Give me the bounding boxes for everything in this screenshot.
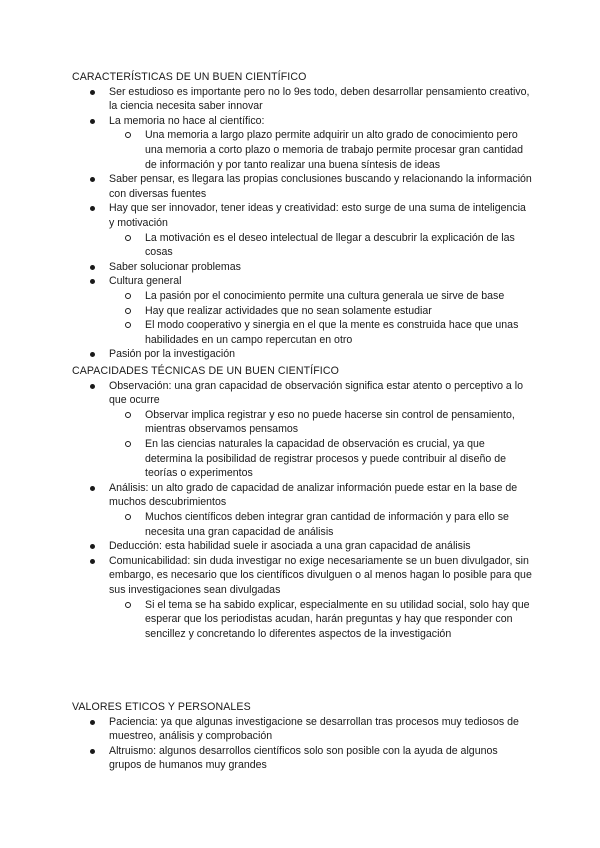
list-item: [72, 172, 532, 201]
sub-item-text: La motivación es el deseo intelectual de llegar a descubrir la explicación de las cosas: [145, 231, 515, 259]
sub-list-item: [109, 289, 532, 304]
circle-bullet-icon: [125, 235, 131, 241]
list-item: [72, 744, 532, 773]
list-item: [72, 554, 532, 642]
bullet-icon: [90, 486, 95, 491]
circle-bullet-icon: [125, 514, 131, 520]
bullet-icon: [90, 544, 95, 549]
list-item: [72, 274, 532, 347]
sub-list-item: [109, 128, 532, 172]
sub-item-text: La pasión por el conocimiento permite una cultura generala ue sirve de base: [145, 289, 505, 302]
list-item: [72, 347, 532, 362]
sub-list-item: [109, 231, 532, 260]
list-item: [72, 85, 532, 114]
item-text: Hay que ser innovador, tener ideas y creatividad: esto surge de una suma de inteligencia y motivación: [109, 202, 526, 229]
item-text: Cultura general: [109, 275, 182, 288]
section-heading: CARACTERÍSTICAS DE UN BUEN CIENTÍFICO: [72, 71, 307, 83]
sub-list-item: [109, 408, 532, 437]
sub-list: [109, 128, 532, 172]
bullet-icon: [90, 384, 95, 389]
sub-list: [109, 510, 532, 539]
sub-item-text: Hay que realizar actividades que no sean solamente estudiar: [145, 304, 432, 317]
list-item: [72, 201, 532, 259]
section-heading: VALORES ETICOS Y PERSONALES: [72, 701, 251, 713]
circle-bullet-icon: [125, 441, 131, 447]
list-item: [72, 260, 532, 275]
item-text: Saber pensar, es llegara las propias conclusiones buscando y relacionando la información con diversas fuentes: [109, 173, 532, 200]
bullet-icon: [90, 265, 95, 270]
bullet-icon: [90, 206, 95, 211]
section-capacidades: [72, 364, 532, 641]
circle-bullet-icon: [125, 293, 131, 299]
item-text: Pasión por la investigación: [109, 348, 236, 361]
item-text: Altruismo: algunos desarrollos científicos solo son posible con la ayuda de algunos grupos de humanos muy grandes: [109, 744, 498, 772]
bullet-icon: [90, 720, 95, 725]
sub-list: [109, 289, 532, 347]
list-item: [72, 379, 532, 481]
bullet-icon: [90, 177, 95, 182]
bullet-icon: [90, 559, 95, 564]
sub-list: [109, 598, 532, 642]
sub-item-text: En las ciencias naturales la capacidad de observación es crucial, ya que determina la posibilidad de registrar procesos y puede contribuir al diseño de teorías o experimentos: [145, 437, 506, 480]
bullet-icon: [90, 90, 95, 95]
list-item: [72, 539, 532, 554]
list-item: [72, 715, 532, 744]
bullet-icon: [90, 749, 95, 754]
sub-item-text: Si el tema se ha sabido explicar, especialmente en su utilidad social, solo hay que esperar que los periodistas acudan, harán preguntas y hay que responder con sencillez y concretando lo diferentes aspectos de la investigación: [145, 598, 530, 640]
circle-bullet-icon: [125, 132, 131, 138]
bullet-list: [72, 715, 532, 773]
list-item: [72, 114, 532, 172]
section-heading: CAPACIDADES TÉCNICAS DE UN BUEN CIENTÍFICO: [72, 365, 339, 377]
bullet-icon: [90, 352, 95, 357]
list-item: [72, 481, 532, 539]
bullet-icon: [90, 119, 95, 124]
item-text: Análisis: un alto grado de capacidad de analizar información puede estar en la base de muchos descubrimientos: [109, 481, 518, 509]
section-valores: [72, 700, 532, 773]
sub-list-item: [109, 437, 532, 481]
sub-item-text: Una memoria a largo plazo permite adquirir un alto grado de conocimiento pero una memoria a corto plazo o memoria de trabajo permite procesar gran cantidad de información y por tanto realizar una buena síntesis de ideas: [145, 129, 524, 171]
sub-list-item: [109, 318, 532, 347]
item-text: Observación: una gran capacidad de observación significa estar atento o perceptivo a lo que ocurre: [109, 379, 523, 407]
sub-list: [109, 408, 532, 481]
item-text: Ser estudioso es importante pero no lo 9es todo, deben desarrollar pensamiento creativo, la ciencia necesita saber innovar: [109, 85, 530, 113]
sub-item-text: Observar implica registrar y eso no puede hacerse sin control de pensamiento, mientras observamos pensamos: [145, 408, 515, 436]
section-caracteristicas: [72, 70, 532, 362]
circle-bullet-icon: [125, 412, 131, 418]
sub-list-item: [109, 304, 532, 319]
item-text: Saber solucionar problemas: [109, 260, 241, 273]
circle-bullet-icon: [125, 602, 131, 608]
bullet-list: [72, 85, 532, 362]
item-text: Paciencia: ya que algunas investigacione se desarrollan tras procesos muy tediosos de muestreo, análisis y comprobación: [109, 715, 519, 743]
item-text: La memoria no hace al científico:: [109, 114, 265, 127]
sub-list: [109, 231, 532, 260]
item-text: Deducción: esta habilidad suele ir asociada a una gran capacidad de análisis: [109, 540, 471, 553]
sub-item-text: El modo cooperativo y sinergia en el que la mente es construida hace que unas habilidades en un campo repercutan en otro: [145, 319, 519, 346]
item-text: Comunicabilidad: sin duda investigar no exige necesariamente se un buen divulgador, sin embargo, es necesario que los científicos divulguen o al menos hagan lo posible para que sus investigaciones sean divulgadas: [109, 554, 532, 596]
bullet-list: [72, 379, 532, 642]
sub-item-text: Muchos científicos deben integrar gran cantidad de información y para ello se necesita una gran capacidad de análisis: [145, 510, 509, 538]
sub-list-item: [109, 598, 532, 642]
bullet-icon: [90, 279, 95, 284]
circle-bullet-icon: [125, 308, 131, 314]
circle-bullet-icon: [125, 322, 131, 328]
sub-list-item: [109, 510, 532, 539]
